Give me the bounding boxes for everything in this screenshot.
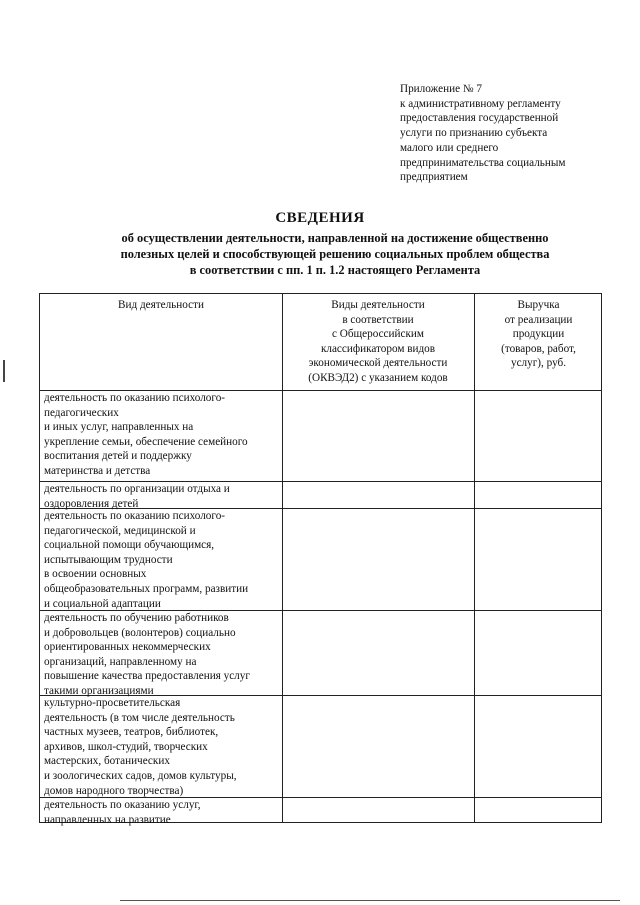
subtitle-line: в соответствии с пп. 1 п. 1.2 настоящего Регламента — [189, 263, 481, 277]
header-line: Виды деятельности — [331, 299, 425, 311]
subtitle-line: полезных целей и способствующей решению социальных проблем общества — [120, 247, 550, 261]
activity-line: и зоологических садов, домов культуры, — [44, 769, 237, 782]
table-row-activity — [44, 798, 278, 827]
header-line: от реализации — [504, 313, 573, 326]
activity-line: организаций, направленному на — [44, 655, 197, 668]
appendix-line: малого или среднего — [400, 141, 499, 154]
appendix-line: Приложение № 7 — [400, 83, 482, 95]
header-line: классификатором видов — [320, 342, 436, 355]
header-line: экономической деятельности — [308, 357, 448, 370]
header-line: услуг), руб. — [510, 357, 567, 370]
document-subtitle — [40, 230, 630, 278]
header-line: (ОКВЭД2) с указанием кодов — [308, 371, 448, 384]
activity-line: архивов, школ-студий, творческих — [44, 740, 208, 753]
appendix-line: предприятием — [400, 171, 468, 184]
activity-line: и добровольцев (волонтеров) социально — [44, 626, 236, 639]
header-revenue — [474, 298, 603, 371]
activity-line: домов народного творчества) — [44, 784, 184, 797]
activity-line: культурно-просветительская — [44, 697, 181, 709]
activity-line: деятельность (в том числе деятельность — [44, 711, 235, 724]
activity-line: оздоровления детей — [44, 497, 139, 510]
activity-line: деятельность по оказанию психолого- — [44, 510, 226, 522]
table-row-activity — [44, 509, 278, 611]
activity-line: в освоении основных — [44, 568, 147, 581]
activity-line: деятельность по организации отдыха и — [44, 483, 230, 495]
table-row-activity — [44, 391, 278, 479]
table-row-activity — [44, 482, 278, 511]
activity-line: социальной помощи обучающимся, — [44, 539, 215, 552]
activity-line: деятельность по оказанию психолого- — [44, 392, 226, 404]
activity-line: педагогической, медицинской и — [44, 524, 196, 537]
activity-table — [39, 293, 602, 826]
activity-line: ориентированных некоммерческих — [44, 641, 211, 654]
appendix-note — [400, 82, 615, 185]
activity-line: общеобразовательных программ, развитии — [44, 582, 249, 595]
header-line: продукции — [512, 328, 565, 341]
header-okved-codes — [282, 298, 474, 386]
table-row-activity — [44, 611, 278, 699]
header-activity-type — [40, 298, 282, 313]
activity-line: и социальной адаптации — [44, 597, 161, 610]
header-line: с Общероссийским — [332, 328, 424, 341]
appendix-line: услуги по признанию субъекта — [400, 127, 548, 140]
activity-line: и иных услуг, направленных на — [44, 421, 194, 434]
header-line: Вид деятельности — [118, 299, 204, 311]
activity-line: такими организациями — [44, 684, 154, 697]
header-line: Выручка — [517, 299, 560, 311]
header-line: (товаров, работ, — [501, 342, 576, 355]
activity-line: мастерских, ботанических — [44, 755, 170, 768]
header-line: в соответствии — [342, 313, 414, 326]
appendix-line: предпринимательства социальным — [400, 156, 566, 169]
activity-line: укрепление семьи, обеспечение семейного — [44, 435, 248, 448]
table-row-activity — [44, 696, 278, 798]
activity-line: деятельность по обучению работников — [44, 612, 229, 624]
activity-line: деятельность по оказанию услуг, — [44, 799, 201, 811]
activity-line: испытывающим трудности — [44, 553, 173, 566]
activity-line: направленных на развитие — [44, 813, 171, 826]
page-bottom-edge — [120, 900, 620, 901]
activity-line: частных музеев, театров, библиотек, — [44, 726, 219, 739]
activity-line: повышение качества предоставления услуг — [44, 670, 250, 683]
document-title: СВЕДЕНИЯ — [275, 210, 365, 226]
scan-margin-mark — [3, 360, 5, 382]
appendix-line: предоставления государственной — [400, 112, 559, 125]
table-column-divider — [474, 294, 475, 822]
activity-line: педагогических — [44, 406, 119, 419]
activity-line: материнства и детства — [44, 464, 151, 477]
subtitle-line: об осуществлении деятельности, направленной на достижение общественно — [121, 231, 549, 245]
activity-line: воспитания детей и поддержку — [44, 450, 192, 463]
appendix-line: к административному регламенту — [400, 97, 561, 110]
